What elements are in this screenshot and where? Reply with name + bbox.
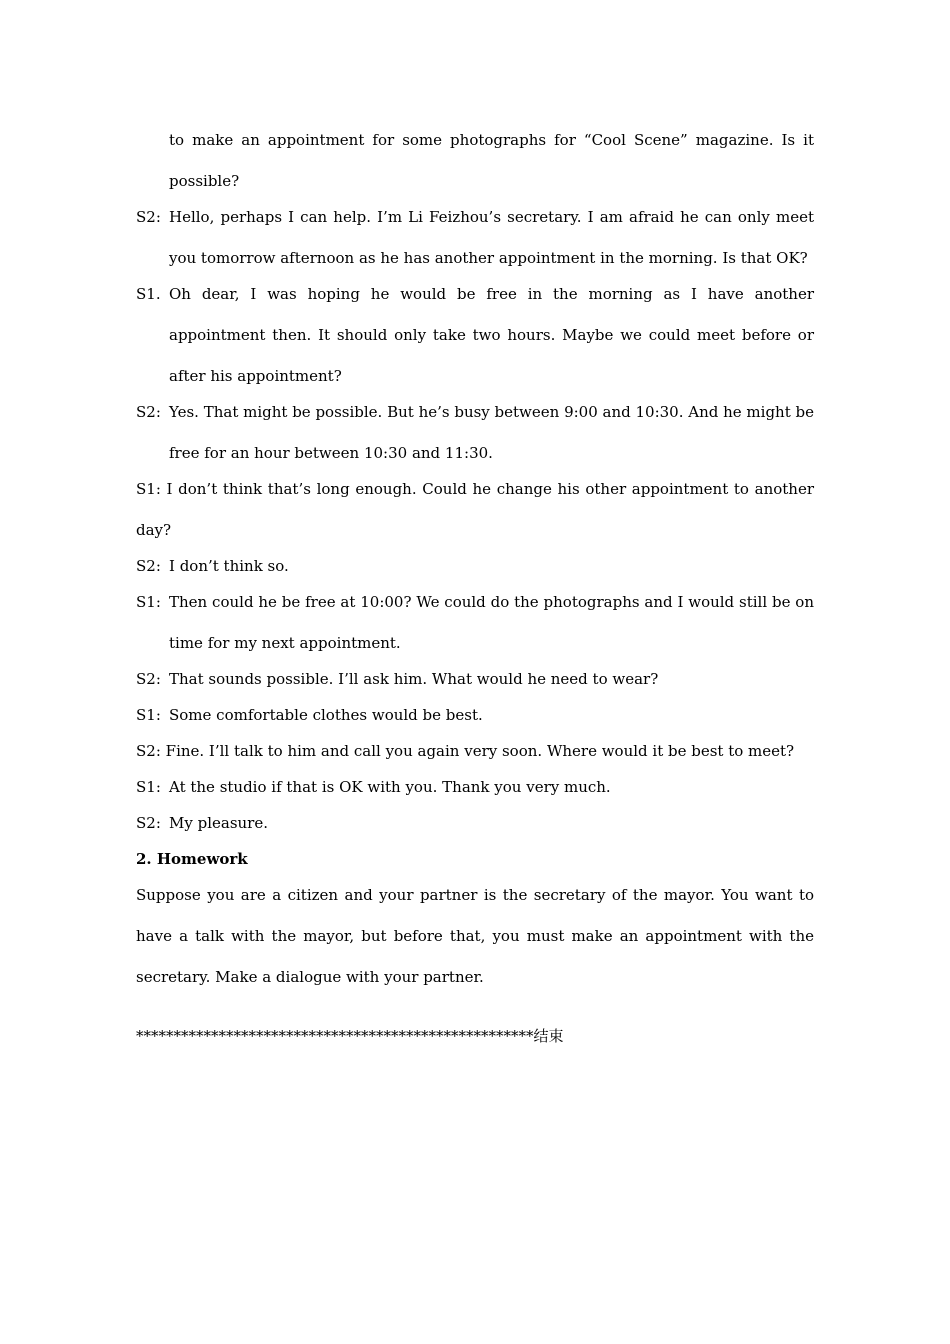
speaker-label: S2:	[136, 208, 161, 226]
speech-text: At the studio if that is OK with you. Thank you very much.	[169, 778, 611, 796]
speech-text: Fine. I’ll talk to him and call you again very soon. Where would it be best to meet?	[165, 742, 795, 760]
speaker-label: S1:	[136, 593, 161, 611]
dialogue-turn	[136, 546, 814, 587]
speech-text: Oh dear, I was hoping he would be free in the morning as I have another appointment then. It should only take two hours. Maybe we could meet before or after his appointment?	[169, 285, 814, 385]
page-content	[136, 120, 814, 1057]
speech-text: My pleasure.	[169, 814, 268, 832]
speech-text: I don’t think so.	[169, 557, 289, 575]
speech-text: I don’t think that’s long enough. Could he change his other appointment to another day?	[136, 480, 814, 539]
dialogue-turn	[136, 803, 814, 844]
speaker-label: S2:	[136, 814, 161, 832]
speaker-label: S1:	[136, 706, 161, 724]
dialogue-turn	[136, 392, 814, 474]
speech-text: Then could he be free at 10:00? We could do the photographs and I would still be on time for my next appointment.	[169, 593, 814, 652]
dialogue-turn	[136, 659, 814, 700]
dialogue-turn	[136, 767, 814, 808]
speech-text: That sounds possible. I’ll ask him. What would he need to wear?	[169, 670, 659, 688]
dialogue-turn	[136, 695, 814, 736]
speaker-label: S1.	[136, 285, 161, 303]
dialogue-turn	[136, 582, 814, 664]
speaker-label: S2:	[136, 403, 161, 421]
dialogue-turn	[136, 731, 814, 772]
speech-text: Hello, perhaps I can help. I’m Li Feizhou’s secretary. I am afraid he can only meet you tomorrow afternoon as he has another appointment in the morning. Is that OK?	[169, 208, 814, 267]
dialogue-turn	[136, 197, 814, 279]
speech-text: Some comfortable clothes would be best.	[169, 706, 483, 724]
speaker-label: S2:	[136, 670, 161, 688]
dialogue	[136, 197, 814, 844]
speaker-label: S2:	[136, 742, 161, 760]
dialogue-turn	[136, 274, 814, 397]
speaker-label: S1:	[136, 480, 161, 498]
speaker-label: S2:	[136, 557, 161, 575]
homework-text: Suppose you are a citizen and your partner is the secretary of the mayor. You want to have a talk with the mayor, but before that, you must make an appointment with the secretary. Make a dialogue with your partner.	[136, 886, 814, 986]
speech-text: Yes. That might be possible. But he’s busy between 9:00 and 10:30. And he might be free for an hour between 10:30 and 11:30.	[169, 403, 814, 462]
dialogue-continuation: to make an appointment for some photographs for “Cool Scene” magazine. Is it possible?	[169, 131, 814, 190]
dialogue-turn	[136, 469, 814, 551]
speaker-label: S1:	[136, 778, 161, 796]
homework-heading: 2. Homework	[136, 850, 248, 868]
end-marker: *****************************************************结束	[136, 1027, 564, 1045]
